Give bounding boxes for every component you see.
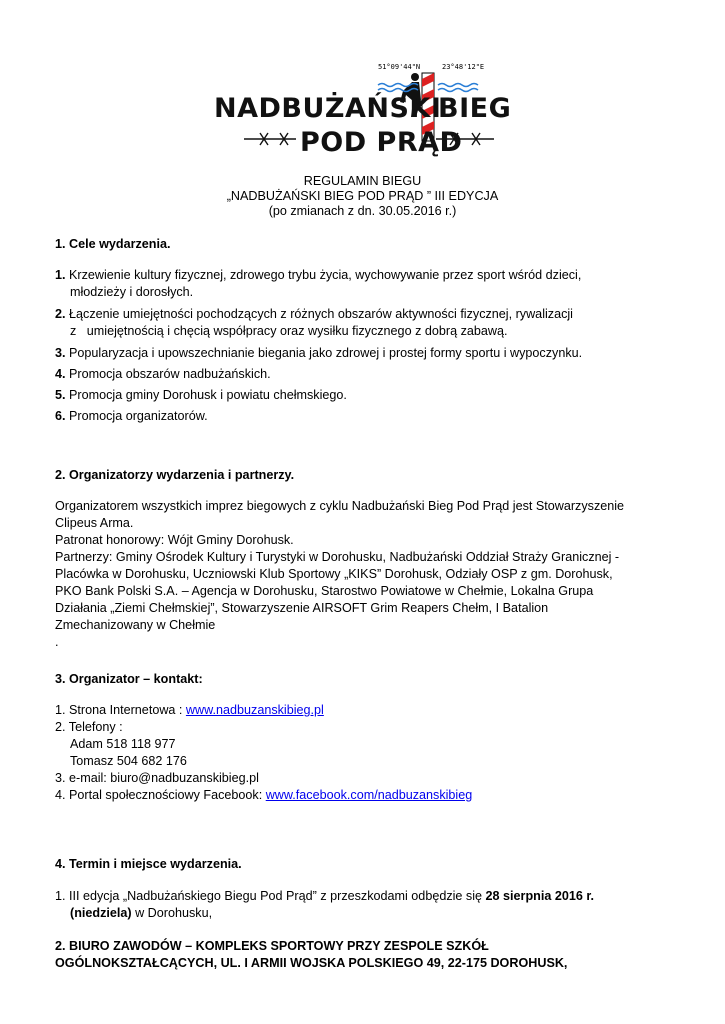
section-4-body bbox=[55, 888, 675, 922]
logo-coords-left: 51°09'44"N bbox=[378, 63, 421, 71]
list-item: 6. Promocja organizatorów. bbox=[55, 409, 208, 423]
facebook-link[interactable]: www.facebook.com/nadbuzanskibieg bbox=[265, 788, 473, 802]
header-line-2: „NADBUŻAŃSKI BIEG POD PRĄD ” III EDYCJA bbox=[226, 189, 499, 203]
list-item: 2. Łączenie umiejętności pochodzących z różnych obszarów aktywności fizycznej, rywalizacji bbox=[55, 307, 573, 321]
document-header bbox=[0, 174, 725, 219]
paragraph-line: . bbox=[55, 635, 59, 649]
section-3 bbox=[55, 671, 675, 688]
list-item-continued: (niedziela) w Dorohusku, bbox=[70, 906, 213, 920]
event-day: (niedziela) bbox=[70, 906, 132, 920]
section-1-list bbox=[55, 267, 675, 425]
section-2-body bbox=[55, 498, 675, 651]
office-line-1: 2. BIURO ZAWODÓW – KOMPLEKS SPORTOWY PRZY ZESPOLE SZKÓŁ bbox=[55, 939, 489, 953]
paragraph-line: Zmechanizowany w Chełmie bbox=[55, 618, 216, 632]
contact-facebook: 4. Portal społecznościowy Facebook: www.facebook.com/nadbuzanskibieg bbox=[55, 788, 473, 802]
logo-graphic bbox=[200, 55, 520, 160]
paragraph-line: Clipeus Arma. bbox=[55, 516, 134, 530]
contact-phones-label: 2. Telefony : bbox=[55, 720, 123, 734]
event-date: 28 sierpnia 2016 r. bbox=[485, 889, 595, 903]
contact-website: 1. Strona Internetowa : www.nadbuzanskibieg.pl bbox=[55, 703, 324, 717]
paragraph-line: Partnerzy: Gminy Ośrodek Kultury i Turystyki w Dorohusku, Nadbużański Oddział Straży Granicznej - bbox=[55, 550, 620, 564]
logo-coords-right: 23°48'12"E bbox=[442, 63, 485, 71]
office-line-2: OGÓLNOKSZTAŁCĄCYCH, UL. I ARMII WOJSKA POLSKIEGO 49, 22-175 DOROHUSK, bbox=[55, 956, 568, 970]
section-1 bbox=[55, 236, 675, 253]
paragraph-line: Placówka w Dorohusku, Uczniowski Klub Sportowy „KIKS” Dorohusk, Odziały OSP z gm. Dorohusk, bbox=[55, 567, 613, 581]
logo-title-line2: POD PRĄD bbox=[300, 127, 463, 158]
list-item: 3. Popularyzacja i upowszechnianie biegania jako zdrowej i prostej formy sportu i wypoczynku. bbox=[55, 346, 583, 360]
paragraph-line: Działania „Ziemi Chełmskiej”, Stowarzyszenie AIRSOFT Grim Reapers Chełm, I Batalion bbox=[55, 601, 549, 615]
logo-title-right: BIEG bbox=[438, 93, 512, 124]
list-item: 4. Promocja obszarów nadbużańskich. bbox=[55, 367, 271, 381]
section-4 bbox=[55, 856, 675, 873]
header-line-3: (po zmianach z dn. 30.05.2016 r.) bbox=[268, 204, 457, 218]
paragraph-line: PKO Bank Polski S.A. – Agencja w Dorohusku, Starostwo Powiatowe w Chełmie, Lokalna Grupa bbox=[55, 584, 594, 598]
contact-phone: Adam 518 118 977 bbox=[70, 737, 176, 751]
section-office bbox=[55, 938, 675, 972]
website-link[interactable]: www.nadbuzanskibieg.pl bbox=[185, 703, 324, 717]
list-item: 5. Promocja gminy Dorohusk i powiatu chełmskiego. bbox=[55, 388, 347, 402]
contact-email: 3. e-mail: biuro@nadbuzanskibieg.pl bbox=[55, 771, 259, 785]
paragraph-line: Organizatorem wszystkich imprez biegowych z cyklu Nadbużański Bieg Pod Prąd jest Stowarzyszenie bbox=[55, 499, 625, 513]
list-item: 1. III edycja „Nadbużańskiego Biegu Pod Prąd” z przeszkodami odbędzie się 28 sierpnia 2016 r. bbox=[55, 889, 595, 903]
paragraph-line: Patronat honorowy: Wójt Gminy Dorohusk. bbox=[55, 533, 294, 547]
section-2-title: 2. Organizatorzy wydarzenia i partnerzy. bbox=[55, 468, 295, 482]
event-logo bbox=[200, 55, 520, 160]
list-item-continued: młodzieży i dorosłych. bbox=[70, 285, 194, 299]
logo-title-left: NADBUŻAŃSKI bbox=[214, 93, 442, 124]
contact-phone: Tomasz 504 682 176 bbox=[70, 754, 187, 768]
list-item-continued: z umiejętnością i chęcią współpracy oraz wysiłku fizycznego z dobrą zabawą. bbox=[70, 324, 508, 338]
section-2 bbox=[55, 467, 675, 484]
section-1-title: 1. Cele wydarzenia. bbox=[55, 237, 171, 251]
section-3-body bbox=[55, 702, 675, 804]
list-item: 1. Krzewienie kultury fizycznej, zdrowego trybu życia, wychowywanie przez sport wśród dzieci, bbox=[55, 268, 582, 282]
section-4-title: 4. Termin i miejsce wydarzenia. bbox=[55, 857, 242, 871]
section-3-title: 3. Organizator – kontakt: bbox=[55, 672, 203, 686]
header-line-1: REGULAMIN BIEGU bbox=[303, 174, 422, 188]
